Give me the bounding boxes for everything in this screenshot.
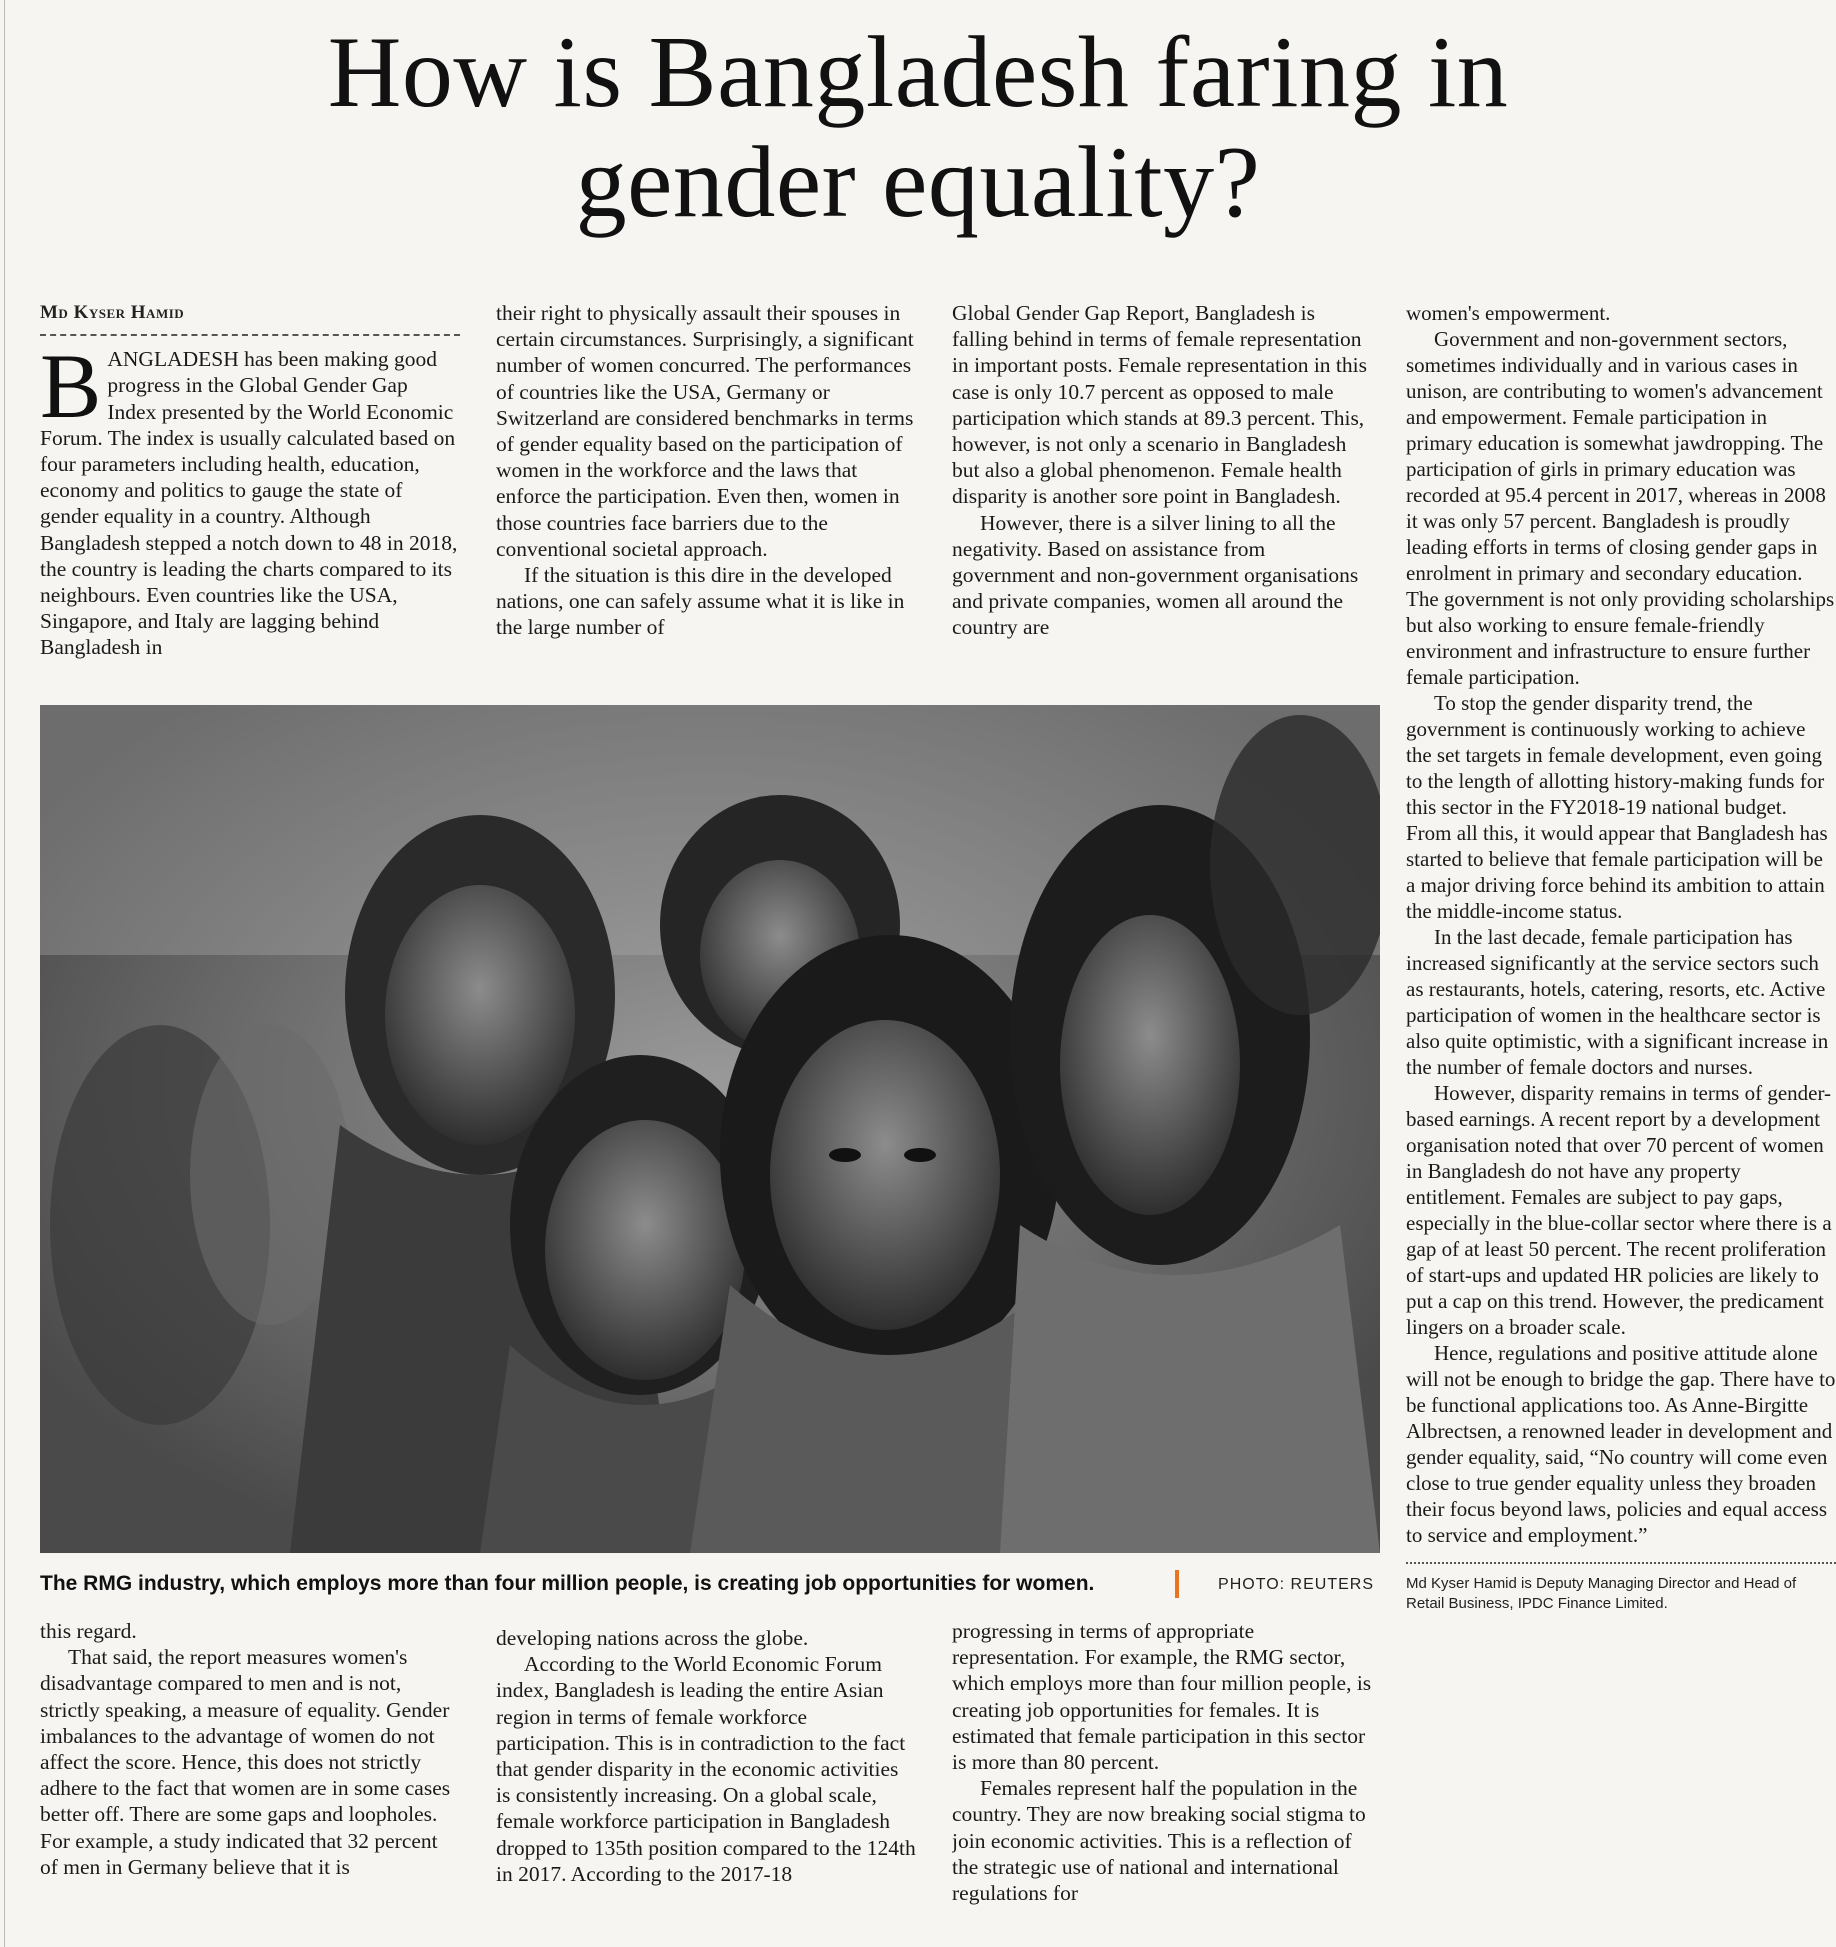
paragraph: In the last decade, female participation has increased significantly at the service sectors such as restaurants, hotels, catering, resorts, etc. Active participation of women in the healthcare sector is also quite optimistic, with a significant increase in the number of female doctors and nurses. bbox=[1406, 925, 1829, 1079]
column-2-top bbox=[496, 300, 916, 690]
column-rule bbox=[4, 0, 5, 1947]
article-photo bbox=[40, 705, 1380, 1553]
headline bbox=[0, 18, 1836, 238]
headline-line-1: How is Bangladesh faring in bbox=[327, 16, 1509, 129]
paragraph: However, disparity remains in terms of gender-based earnings. A recent report by a development organisation noted that over 70 percent of women in Bangladesh do not have any property entitlement. Females are subject to pay gaps, especially in the blue-collar sector where there is a gap of at least 50 percent. The recent proliferation of start-ups and updated HR policies are likely to put a cap on this trend. However, the predicament lingers on a broader scale. bbox=[1406, 1081, 1832, 1339]
column-3-top bbox=[952, 300, 1372, 690]
paragraph: their right to physically assault their spouses in certain circumstances. Surprisingly, a significant number of women concurred. The performances of countries like the USA, Germany or Switzerland are considered benchmarks in terms of gender equality based on the participation of women in the workforce and the laws that enforce the participation. Even then, women in those countries face barriers due to the conventional societal approach. bbox=[496, 301, 914, 561]
drop-cap: B bbox=[40, 335, 102, 438]
paragraph: developing nations across the globe. bbox=[496, 1626, 809, 1650]
paragraph: Government and non-government sectors, sometimes individually and in various cases in unison, are contributing to women's advancement and empowerment. Female participation in primary education is somewhat jawdropping. The participation of girls in primary education was recorded at 95.4 percent in 2017, whereas in 2008 it was only 57 percent. Bangladesh is proudly leading efforts in terms of closing gender gaps in enrolment in primary and secondary education. The government is not only providing scholarships but also working to ensure female-friendly environment and infrastructure to ensure further female participation. bbox=[1406, 327, 1835, 689]
paragraph: Hence, regulations and positive attitude alone will not be enough to bridge the gap. There have to be functional applications too. As Anne-Birgitte Albrectsen, a renowned leader in development and gender equality, said, “No country will come even close to true gender equality unless they broaden their focus beyond laws, policies and equal access to service and employment.” bbox=[1406, 1341, 1836, 1547]
photo-women-workers bbox=[40, 705, 1380, 1553]
column-3-bottom bbox=[952, 1618, 1372, 1938]
column-1-bottom bbox=[40, 1618, 460, 1938]
paragraph: Global Gender Gap Report, Bangladesh is falling behind in terms of female representation in important posts. Female representation in this case is only 10.7 percent as opposed to male participation which stands at 89.3 percent. This, however, is not only a scenario in Bangladesh but also a global phenomenon. Female health disparity is another sore point in Bangladesh. bbox=[952, 301, 1367, 509]
column-2-bottom bbox=[496, 1625, 916, 1940]
paragraph: According to the World Economic Forum index, Bangladesh is leading the entire Asian region in terms of female workforce participation. This is in contradiction to the fact that gender disparity in the economic activities is consistently increasing. On a global scale, female workforce participation in Bangladesh dropped to 135th position compared to the 124th in 2017. According to the 2017-18 bbox=[496, 1652, 916, 1886]
photo-caption: The RMG industry, which employs more than four million people, is creating job opportunities for women. bbox=[40, 1572, 1095, 1595]
headline-line-2: gender equality? bbox=[575, 126, 1261, 239]
photo-caption-bar bbox=[40, 1568, 1380, 1604]
lead-text: ANGLADESH has been making good progress in the Global Gender Gap Index presented by the World Economic Forum. The index is usually calculated based on four parameters including health, education, economy and politics to gauge the state of gender equality in a country. Although Bangladesh stepped a notch down to 48 in 2018, the country is leading the charts compared to its neighbours. Even countries like the USA, Singapore, and Italy are lagging behind Bangladesh in bbox=[40, 347, 458, 660]
paragraph: women's empowerment. bbox=[1406, 301, 1611, 325]
photo-credit: PHOTO: REUTERS bbox=[1218, 1576, 1374, 1593]
paragraph: To stop the gender disparity trend, the government is continuously working to achieve the set targets in female development, even going to the length of allotting history-making funds for this sector in the FY2018-19 national budget. From all this, it would appear that Bangladesh has started to believe that female participation will be a major driving force behind its ambition to attain the middle-income status. bbox=[1406, 691, 1828, 923]
paragraph: progressing in terms of appropriate representation. For example, the RMG sector, which employs more than four million people, is creating job opportunities for females. It is estimated that female participation in this sector is more than 80 percent. bbox=[952, 1619, 1372, 1775]
byline: Md Kyser Hamid bbox=[40, 300, 460, 336]
paragraph: Females represent half the population in the country. They are now breaking social stigma to join economic activities. This is a reflection of the strategic use of national and international regulations for bbox=[952, 1776, 1366, 1906]
column-4 bbox=[1406, 300, 1836, 1930]
paragraph: this regard. bbox=[40, 1619, 137, 1643]
column-1-top bbox=[40, 300, 460, 688]
lead-paragraph bbox=[40, 335, 460, 660]
author-bio: Md Kyser Hamid is Deputy Managing Director and Head of Retail Business, IPDC Finance Limited. bbox=[1406, 1562, 1836, 1614]
paragraph: That said, the report measures women's disadvantage compared to men and is not, strictly speaking, a measure of equality. Gender imbalances to the advantage of women do not affect the score. Hence, this does not strictly adhere to the fact that women are in some cases better off. There are some gaps and loopholes. For example, a study indicated that 32 percent of men in Germany believe that it is bbox=[40, 1645, 451, 1879]
paragraph: However, there is a silver lining to all the negativity. Based on assistance from government and non-government organisations and private companies, women all around the country are bbox=[952, 510, 1359, 640]
caption-divider bbox=[1175, 1570, 1179, 1598]
paragraph: If the situation is this dire in the developed nations, one can safely assume what it is like in the large number of bbox=[496, 563, 905, 640]
